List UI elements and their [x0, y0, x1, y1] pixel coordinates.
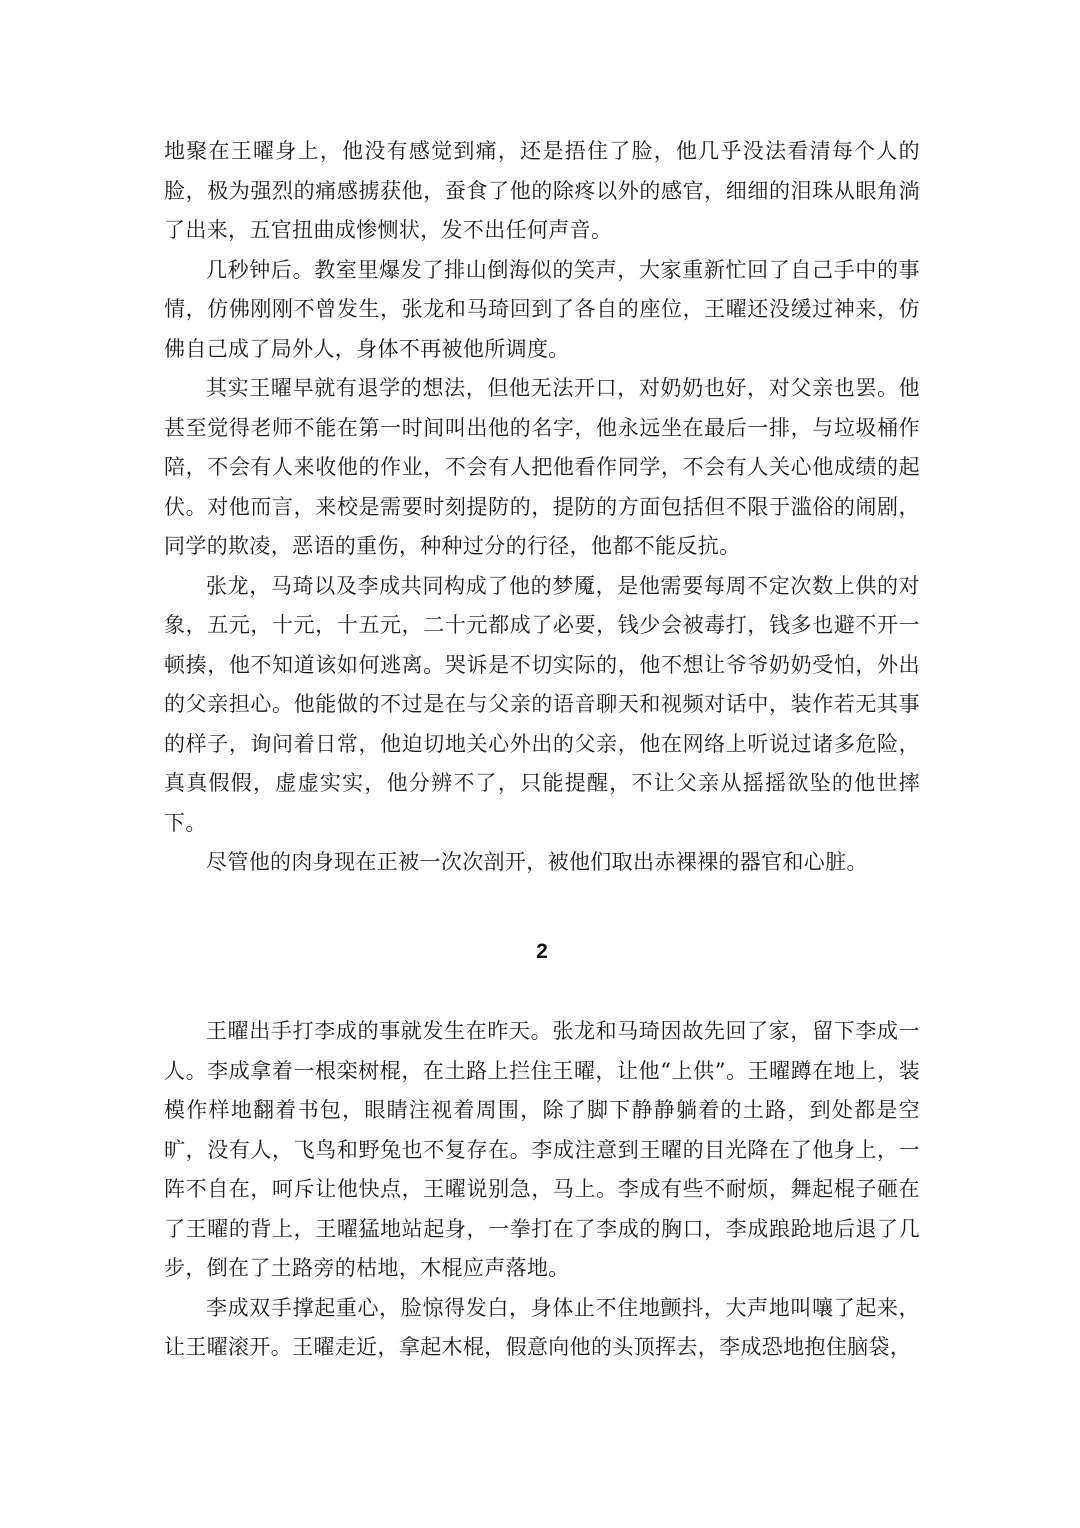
paragraph: 其实王曜早就有退学的想法，但他无法开口，对奶奶也好，对父亲也罢。他甚至觉得老师不能在第一时间叫出他的名字，他永远坐在最后一排，与垃圾桶作陪，不会有人来收他的作业，不会有人把他看作同学，不会有人关心他成绩的起伏。对他而言，来校是需要时刻提防的，提防的方面包括但不限于滥俗的闹剧，同学的欺凌，恶语的重伤，种种过分的行径，他都不能反抗。: [164, 376, 920, 558]
section-number: 2: [536, 940, 548, 963]
text-block-bottom: [164, 1012, 920, 1368]
paragraph: 王曜出手打李成的事就发生在昨天。张龙和马琦因故先回了家，留下李成一人。李成拿着一根栾树棍，在土路上拦住王曜，让他“上供”。王曜蹲在地上，装模作样地翻着书包，眼睛注视着周围，除了脚下静静躺着的土路，到处都是空旷，没有人，飞鸟和野兔也不复存在。李成注意到王曜的目光降在了他身上，一阵不自在，呵斥让他快点，王曜说别急，马上。李成有些不耐烦，舞起棍子砸在了王曜的背上，王曜猛地站起身，一拳打在了李成的胸口，李成踉跄地后退了几步，倒在了土路旁的枯地，木棍应声落地。: [164, 1019, 920, 1280]
paragraph: 尽管他的肉身现在正被一次次剖开，被他们取出赤裸裸的器官和心脏。: [206, 850, 868, 874]
paragraph: 几秒钟后。教室里爆发了排山倒海似的笑声，大家重新忙回了自己手中的事情，仿佛刚刚不曾发生，张龙和马琦回到了各自的座位，王曜还没缓过神来，仿佛自己成了局外人，身体不再被他所调度。: [164, 257, 920, 361]
paragraph: 张龙，马琦以及李成共同构成了他的梦魇，是他需要每周不定次数上供的对象，五元，十元，十五元，二十元都成了必要，钱少会被毒打，钱多也避不开一顿揍，他不知道该如何逃离。哭诉是不切实际的，他不想让爷爷奶奶受怕，外出的父亲担心。他能做的不过是在与父亲的语音聊天和视频对话中，装作若无其事的样子，询问着日常，他迫切地关心外出的父亲，他在网络上听说过诸多危险，真真假假，虚虚实实，他分辨不了，只能提醒，不让父亲从摇摇欲坠的他世摔下。: [164, 573, 920, 835]
paragraph: 李成双手撑起重心，脸惊得发白，身体止不住地颤抖，大声地叫嚷了起来，让王曜滚开。王曜走近，拿起木棍，假意向他的头顶挥去，李成恐地抱住脑袋，: [164, 1295, 920, 1359]
text-block-top: [164, 132, 920, 883]
paragraph-continued: 地聚在王曜身上，他没有感觉到痛，还是捂住了脸，他几乎没法看清每个人的脸，极为强烈的痛感掳获他，蚕食了他的除疼以外的感官，细细的泪珠从眼角淌了出来，五官扭曲成惨恻状，发不出任何声音。: [164, 139, 920, 242]
